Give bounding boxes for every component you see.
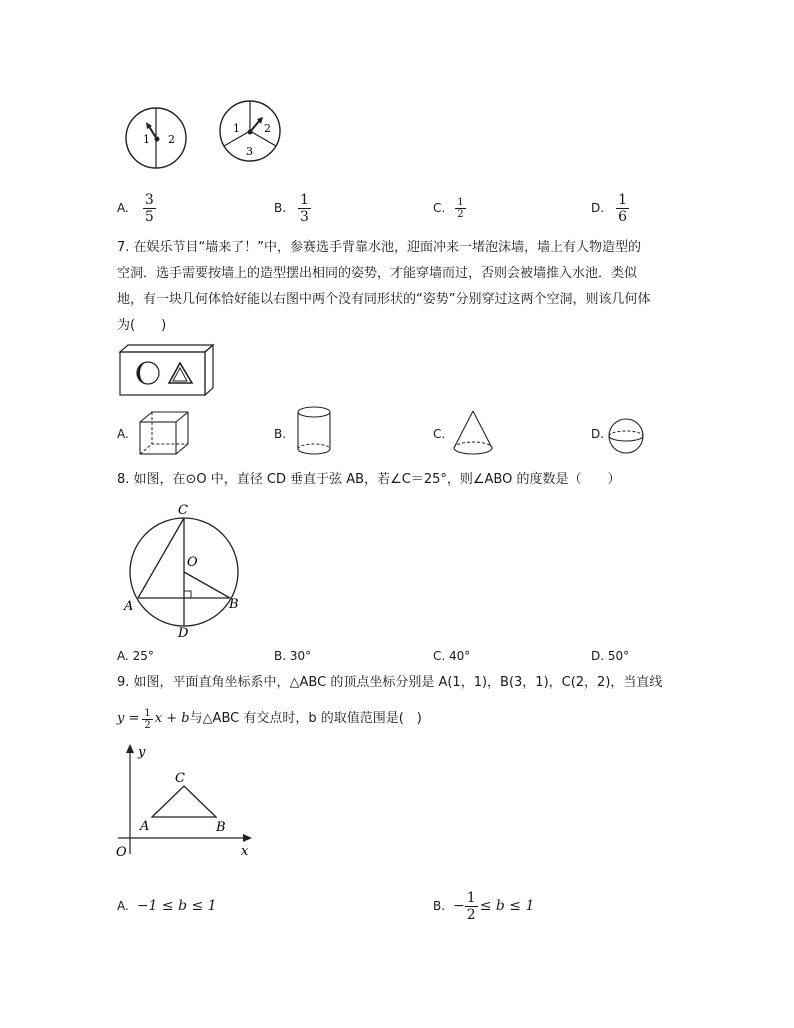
spinner-1 — [126, 108, 186, 168]
q8-option-b-letter: B. — [274, 649, 287, 663]
q6-option-a-den: 5 — [144, 208, 154, 225]
q8-label-b: B — [229, 597, 239, 612]
q7-wall-figure — [116, 342, 216, 398]
q8-label-c: C — [178, 503, 188, 518]
q6-option-d-fraction — [616, 192, 629, 225]
q9-option-b-num: 1 — [466, 889, 476, 906]
q9-label-x: x — [241, 844, 249, 859]
cube-icon — [137, 410, 193, 456]
q9-label-a: A — [140, 819, 150, 834]
q9-stem-rest: 与△ABC 有交点时，b 的取值范围是( ) — [189, 711, 422, 726]
q6-option-d-den: 6 — [618, 208, 627, 225]
q6-option-c-letter: C. — [433, 201, 446, 215]
q9-option-b-den: 2 — [466, 906, 476, 923]
q8-stem: 8. 如图，在⊙O 中，直径 CD 垂直于弦 AB，若∠C＝25°，则∠ABO 的度数是（ ） — [117, 472, 621, 487]
q9-label-b: B — [216, 820, 226, 835]
q6-option-b-num: 1 — [300, 191, 309, 208]
q8-option-d-value: 50° — [607, 649, 630, 663]
q8-option-c-letter: C. — [433, 649, 446, 663]
q6-option-c[interactable] — [433, 190, 466, 226]
spinner-2-label-2: 2 — [264, 122, 271, 135]
q9-eq-suffix: x + b — [154, 711, 190, 726]
q8-option-b-value: 30° — [289, 649, 312, 663]
q9-label-y: y — [138, 745, 146, 760]
spinner-1-label-1: 1 — [143, 133, 150, 146]
q8-label-a: A — [124, 599, 134, 614]
q7-option-a-letter: A. — [117, 427, 129, 441]
q6-option-c-den: 2 — [457, 208, 464, 220]
q9-stem-line-2 — [117, 702, 422, 736]
q9-eq-den: 2 — [144, 719, 151, 731]
q6-option-a-fraction — [143, 192, 156, 225]
q6-option-b-fraction — [298, 192, 311, 225]
q6-option-b[interactable] — [274, 190, 311, 226]
q7-option-c[interactable] — [433, 424, 445, 444]
q8-option-b[interactable] — [274, 646, 311, 666]
cone-icon — [450, 408, 496, 458]
q9-option-b-text: ≤ b ≤ 1 — [479, 898, 535, 914]
q6-option-b-den: 3 — [300, 208, 309, 225]
q6-spinners-figure — [118, 98, 293, 178]
q6-option-c-fraction — [455, 197, 465, 220]
q8-option-c-value: 40° — [449, 649, 471, 663]
q8-option-c[interactable] — [433, 646, 470, 666]
q9-option-b[interactable] — [433, 886, 534, 926]
q9-option-a-text: −1 ≤ b ≤ 1 — [136, 898, 217, 914]
q6-option-a[interactable] — [117, 190, 156, 226]
q6-option-a-letter: A. — [117, 201, 129, 215]
q7-option-d[interactable] — [591, 424, 604, 444]
spinner-2-label-3: 3 — [246, 145, 253, 158]
sphere-icon — [606, 416, 646, 456]
q9-eq-num: 1 — [144, 707, 151, 719]
q8-circle-figure — [118, 498, 248, 642]
q9-eq-prefix: y = — [117, 711, 140, 726]
spinner-2-label-1: 1 — [233, 122, 240, 135]
q9-option-a[interactable] — [117, 894, 217, 918]
q6-option-b-letter: B. — [274, 201, 287, 215]
spinner-2 — [220, 101, 280, 161]
q6-option-d[interactable] — [591, 190, 629, 226]
spinner-1-label-2: 2 — [168, 133, 175, 146]
q7-option-b-letter: B. — [274, 427, 287, 441]
q7-option-c-letter: C. — [433, 427, 446, 441]
q6-option-d-num: 1 — [618, 191, 627, 208]
q9-coordinate-figure — [112, 742, 257, 862]
q8-option-a[interactable] — [117, 646, 154, 666]
q8-label-o: O — [187, 555, 198, 570]
q6-option-a-num: 3 — [144, 191, 154, 208]
q7-option-d-letter: D. — [591, 427, 605, 441]
q9-stem-line-1: 9. 如图，平面直角坐标系中，△ABC 的顶点坐标分别是 A(1，1)，B(3，1)，C(2，2)，当直线 — [117, 675, 663, 690]
q8-option-a-value: 25° — [132, 649, 154, 663]
q7-option-a[interactable] — [117, 424, 129, 444]
q7-line-2: 空洞．选手需要按墙上的造型摆出相同的姿势，才能穿墙而过，否则会被墙推入水池．类似 — [117, 266, 638, 281]
q9-option-b-minus: − — [453, 898, 465, 914]
q7-line-4: 为( ) — [117, 318, 167, 333]
q8-option-d-letter: D. — [591, 649, 605, 663]
q9-option-a-letter: A. — [117, 899, 129, 913]
q9-label-o: O — [116, 845, 127, 860]
q9-option-b-letter: B. — [433, 899, 446, 913]
q7-line-1: 7. 在娱乐节目“墙来了！”中，参赛选手背靠水池，迎面冲来一堵泡沫墙，墙上有人物造型的 — [117, 240, 642, 255]
cylinder-icon — [294, 405, 334, 457]
q6-option-d-letter: D. — [591, 201, 605, 215]
q9-eq-fraction — [142, 708, 152, 731]
q6-option-c-num: 1 — [457, 196, 464, 208]
q8-label-d: D — [178, 626, 189, 641]
q7-line-3: 地，有一块几何体恰好能以右图中两个没有同形状的“姿势”分别穿过这两个空洞，则该几何体 — [117, 292, 651, 307]
q9-option-b-fraction — [465, 890, 478, 923]
q7-option-b[interactable] — [274, 424, 286, 444]
q8-option-d[interactable] — [591, 646, 629, 666]
q8-option-a-letter: A. — [117, 649, 129, 663]
q9-label-c: C — [175, 771, 185, 786]
